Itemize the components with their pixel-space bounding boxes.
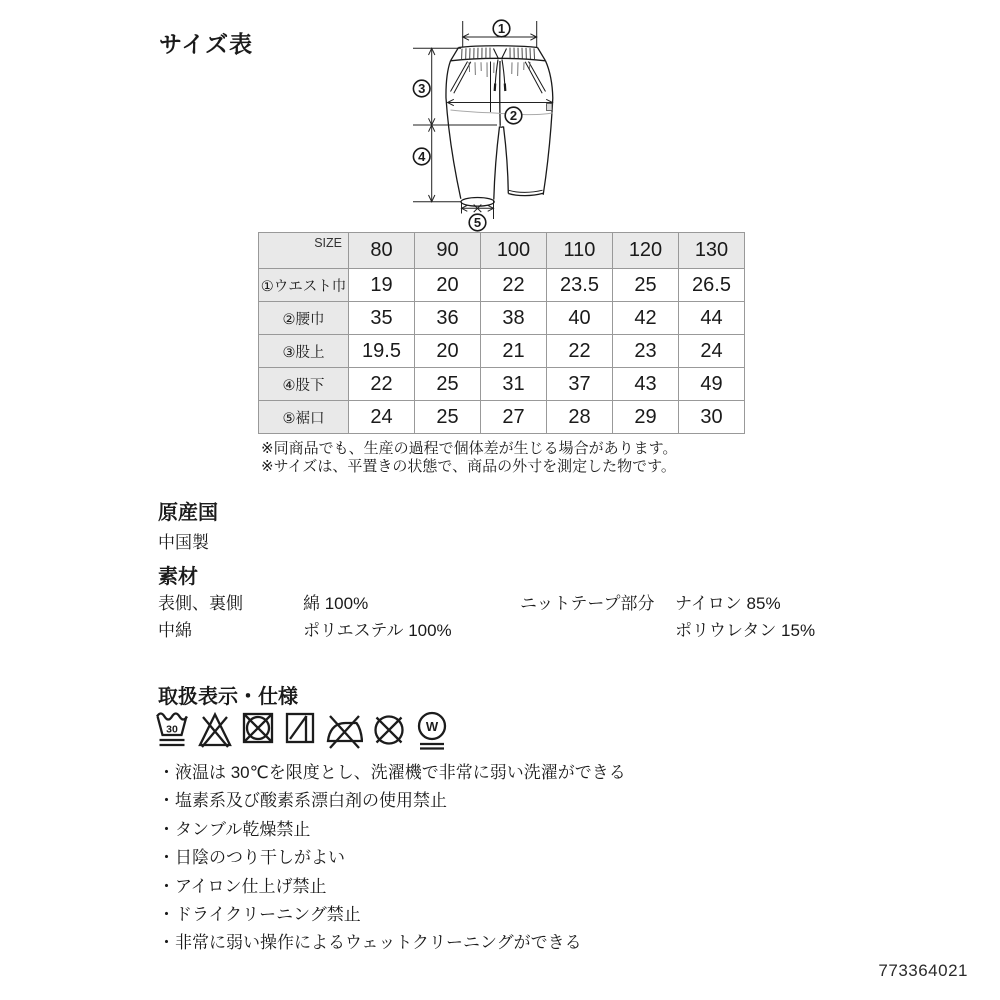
size-cell: 26.5 bbox=[679, 269, 745, 302]
origin-value: 中国製 bbox=[158, 533, 209, 552]
size-col-header: 80 bbox=[349, 233, 415, 269]
table-row bbox=[259, 335, 745, 368]
size-cell: 44 bbox=[679, 302, 745, 335]
callout-4: 4 bbox=[418, 149, 426, 165]
row-label: ⑤裾口 bbox=[259, 401, 349, 434]
material-part: 中綿 bbox=[158, 621, 192, 640]
care-instructions-list bbox=[158, 759, 626, 958]
care-symbols bbox=[155, 709, 449, 751]
wash-temp-label: 30 bbox=[166, 723, 178, 736]
size-col-header: 90 bbox=[415, 233, 481, 269]
size-col-header: 120 bbox=[613, 233, 679, 269]
origin-heading: 原産国 bbox=[158, 502, 218, 524]
size-cell: 20 bbox=[415, 269, 481, 302]
size-cell: 22 bbox=[349, 368, 415, 401]
callout-1: 1 bbox=[497, 21, 506, 37]
size-cell: 40 bbox=[547, 302, 613, 335]
material-part: ニットテープ部分 bbox=[520, 594, 655, 613]
care-instruction: ・ドライクリーニング禁止 bbox=[158, 905, 361, 925]
size-cell: 38 bbox=[481, 302, 547, 335]
size-cell: 25 bbox=[415, 368, 481, 401]
hip-seam-line bbox=[451, 110, 553, 115]
machine-wash-30-very-gentle-icon bbox=[155, 709, 189, 751]
care-instruction: ・タンブル乾燥禁止 bbox=[158, 819, 311, 839]
product-code: 773364021 bbox=[878, 961, 968, 980]
size-cell: 21 bbox=[481, 335, 547, 368]
size-corner-label: SIZE bbox=[314, 236, 342, 250]
material-part: 表側、裏側 bbox=[158, 594, 243, 613]
side-tag bbox=[547, 104, 553, 111]
callout-3: 3 bbox=[418, 81, 426, 97]
size-cell: 31 bbox=[481, 368, 547, 401]
size-cell: 19.5 bbox=[349, 335, 415, 368]
size-col-header: 130 bbox=[679, 233, 745, 269]
size-cell: 25 bbox=[415, 401, 481, 434]
table-row bbox=[259, 302, 745, 335]
no-dry-clean-icon bbox=[372, 709, 406, 751]
size-header-row bbox=[259, 233, 745, 269]
size-cell: 49 bbox=[679, 368, 745, 401]
care-instruction: ・塩素系及び酸素系漂白剤の使用禁止 bbox=[158, 791, 447, 811]
size-note: ※サイズは、平置きの状態で、商品の外寸を測定した物です。 bbox=[261, 458, 676, 475]
pants-measurement-diagram bbox=[400, 5, 650, 240]
size-cell: 22 bbox=[481, 269, 547, 302]
size-cell: 35 bbox=[349, 302, 415, 335]
size-cell: 27 bbox=[481, 401, 547, 434]
size-col-header: 100 bbox=[481, 233, 547, 269]
no-tumble-dry-icon bbox=[241, 709, 275, 751]
material-composition: ナイロン 85% bbox=[675, 594, 781, 613]
pants-outline bbox=[446, 46, 553, 206]
size-cell: 22 bbox=[547, 335, 613, 368]
size-cell: 23.5 bbox=[547, 269, 613, 302]
size-table-corner bbox=[259, 233, 349, 269]
callout-2: 2 bbox=[509, 108, 518, 124]
material-composition: ポリエステル 100% bbox=[303, 621, 452, 640]
size-cell: 30 bbox=[679, 401, 745, 434]
table-row bbox=[259, 368, 745, 401]
care-heading: 取扱表示・仕様 bbox=[158, 686, 298, 708]
wet-clean-label: W bbox=[425, 719, 439, 734]
size-col-header: 110 bbox=[547, 233, 613, 269]
care-instruction: ・液温は 30℃を限度とし、洗濯機で非常に弱い洗濯ができる bbox=[158, 763, 626, 782]
row-label: ①ウエスト巾 bbox=[259, 269, 349, 302]
size-cell: 36 bbox=[415, 302, 481, 335]
material-composition: ポリウレタン 15% bbox=[675, 621, 816, 640]
size-cell: 24 bbox=[349, 401, 415, 434]
size-cell: 29 bbox=[613, 401, 679, 434]
page-title: サイズ表 bbox=[159, 31, 254, 57]
size-cell: 42 bbox=[613, 302, 679, 335]
size-cell: 23 bbox=[613, 335, 679, 368]
dimension-lines bbox=[413, 21, 553, 219]
size-cell: 25 bbox=[613, 269, 679, 302]
wet-clean-very-gentle-icon bbox=[415, 709, 449, 751]
table-row bbox=[259, 401, 745, 434]
materials-heading: 素材 bbox=[158, 566, 198, 588]
callout-5: 5 bbox=[473, 215, 482, 231]
size-table bbox=[258, 232, 745, 434]
size-cell: 28 bbox=[547, 401, 613, 434]
size-cell: 37 bbox=[547, 368, 613, 401]
row-label: ③股上 bbox=[259, 335, 349, 368]
size-cell: 19 bbox=[349, 269, 415, 302]
material-row bbox=[158, 589, 918, 611]
table-row bbox=[259, 269, 745, 302]
care-instruction: ・非常に弱い操作によるウェットクリーニングができる bbox=[158, 933, 582, 953]
size-cell: 24 bbox=[679, 335, 745, 368]
care-instruction: ・アイロン仕上げ禁止 bbox=[158, 876, 327, 896]
no-iron-icon bbox=[325, 709, 363, 751]
size-notes bbox=[261, 440, 677, 476]
row-label: ④股下 bbox=[259, 368, 349, 401]
no-bleach-icon bbox=[198, 709, 232, 751]
size-cell: 20 bbox=[415, 335, 481, 368]
line-dry-in-shade-icon bbox=[284, 709, 316, 751]
size-cell: 43 bbox=[613, 368, 679, 401]
care-instruction: ・日陰のつり干しがよい bbox=[158, 848, 345, 868]
material-row bbox=[158, 616, 918, 638]
size-note: ※同商品でも、生産の過程で個体差が生じる場合があります。 bbox=[261, 440, 678, 457]
material-composition: 綿 100% bbox=[303, 594, 369, 613]
row-label: ②腰巾 bbox=[259, 302, 349, 335]
